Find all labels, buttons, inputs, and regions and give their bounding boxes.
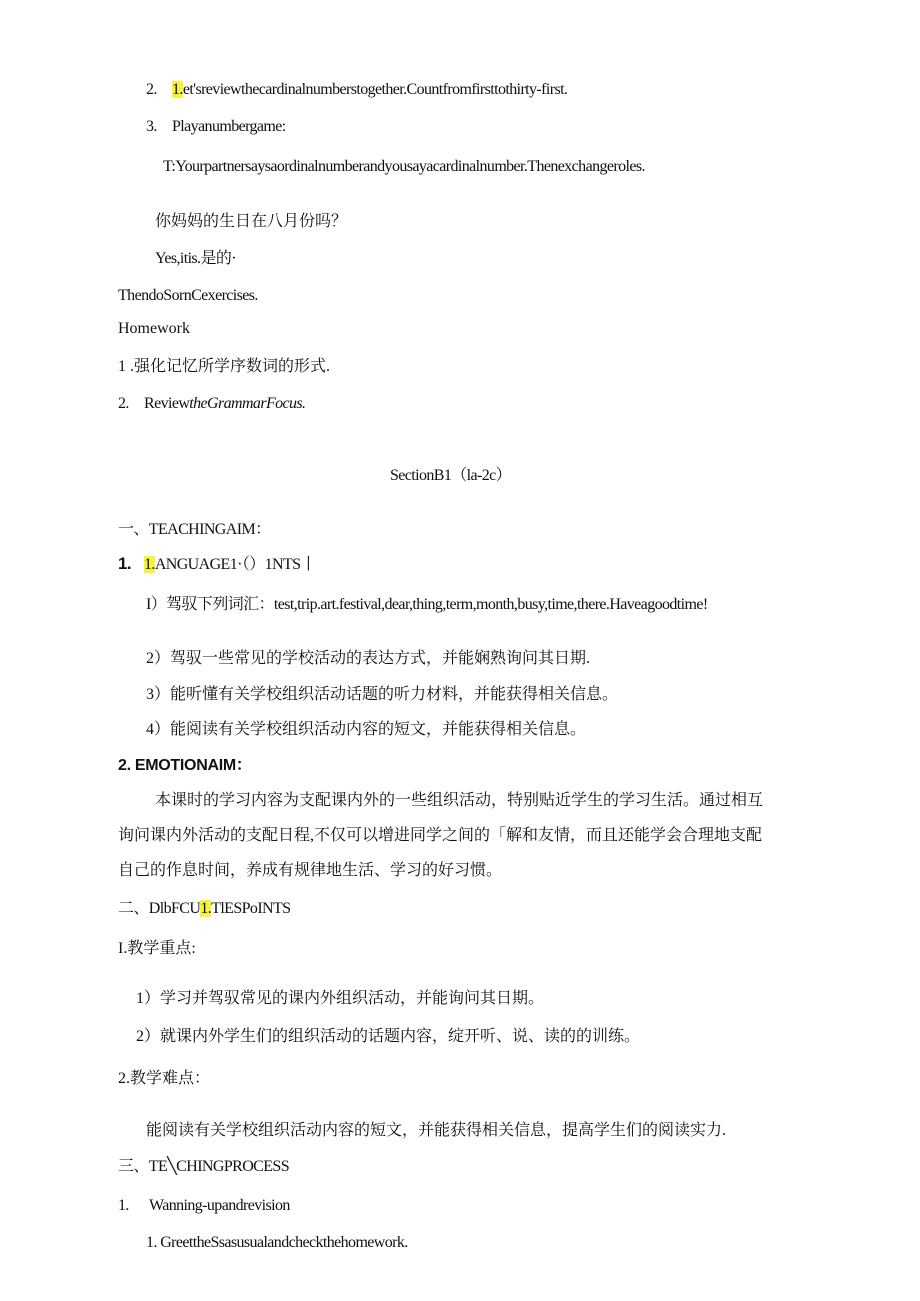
- line-answer: Yes,itis.是的·: [155, 250, 236, 267]
- line-number-game: [146, 116, 286, 138]
- language-points-heading: [118, 553, 316, 576]
- line-game-instruction: T:Yourpartnersaysaordinalnumberandyousayacardinalnumber.Thenexchangeroles.: [163, 158, 645, 175]
- highlight-mark: 1.: [172, 81, 183, 98]
- emotion-paragraph-line-3: 自己的作息时间，养成有规律地生活、学习的好习惯。: [118, 862, 503, 879]
- key-points-heading: I.教学重点:: [118, 940, 196, 957]
- line-text: ANGUAGE1·（）1NTS丨: [154, 556, 316, 573]
- teaching-aim-heading: 一、TEACHINGAIM：: [118, 521, 271, 538]
- difficult-heading: 2.教学难点：: [118, 1070, 211, 1087]
- difficult-points-heading: [118, 898, 291, 920]
- difficult-point-text: 能阅读有关学校组织活动内容的短文，并能获得相关信息，提高学生们的阅读实力.: [146, 1122, 727, 1139]
- list-number: 2.: [146, 81, 157, 98]
- aim-item-2: 2）驾驭一些常见的学校活动的表达方式，并能娴熟询问其日期.: [146, 650, 591, 667]
- list-number: 3.: [146, 118, 157, 135]
- line-review-cardinal: [146, 79, 567, 101]
- emotion-aim-heading: 2. EMOTIONAIM：: [118, 757, 252, 774]
- line-text: et'sreviewthecardinalnumberstogether.Countfromfirsttothirty-first.: [182, 81, 568, 98]
- key-point-1: 1）学习并驾驭常见的课内外组织活动，并能询问其日期。: [136, 990, 545, 1007]
- line-text: Review: [144, 395, 190, 412]
- list-number: 1.: [118, 1197, 129, 1214]
- list-number: 1.: [118, 554, 131, 573]
- line-chinese-question: 你妈妈的生日在八月份吗？: [155, 213, 348, 230]
- section-title: SectionB1（la-2c）: [390, 467, 512, 484]
- line-text: Playanumbergame:: [172, 118, 286, 135]
- highlight-mark: 1.: [144, 556, 155, 573]
- line-text: 二、DlbFCU: [118, 900, 201, 917]
- line-text: TlESPoINTS: [211, 900, 291, 917]
- list-number: 2.: [118, 395, 129, 412]
- highlight-mark: 1.: [200, 900, 212, 917]
- aim-item-1: I）驾驭下列词汇：test,trip.art.festival,dear,thing,term,month,busy,time,there.Haveagoodtime!: [146, 596, 708, 613]
- emotion-paragraph-line-2: 询问课内外活动的支配日程,不仅可以增进同学之间的「解和友情，而且还能学会合理地支配: [118, 827, 763, 844]
- aim-item-4: 4）能阅读有关学校组织活动内容的短文，并能获得相关信息。: [146, 721, 587, 738]
- line-exercises: ThendoSornCexercises.: [118, 287, 258, 304]
- process-substep-1: 1. GreettheSsasusualandcheckthehomework.: [146, 1234, 408, 1251]
- line-text: Wanning-upandrevision: [149, 1197, 290, 1214]
- process-step-1: [118, 1195, 290, 1217]
- aim-item-3: 3）能听懂有关学校组织活动话题的听力材料，并能获得相关信息。: [146, 686, 619, 703]
- homework-item-2: [118, 393, 305, 415]
- homework-heading: Homework: [118, 320, 190, 337]
- emotion-paragraph-line-1: 本课时的学习内容为支配课内外的一些组织活动，特别贴近学生的学习生活。通过相互: [155, 792, 764, 809]
- homework-item-1: 1 .强化记忆所学序数词的形式.: [118, 358, 331, 375]
- teaching-process-heading: 三、TE╲CHINGPROCESS: [118, 1158, 290, 1175]
- key-point-2: 2）就课内外学生们的组织活动的话题内容，绽开听、说、读的的训练。: [136, 1028, 641, 1045]
- line-text-italic: theGrammarFocus.: [189, 395, 306, 412]
